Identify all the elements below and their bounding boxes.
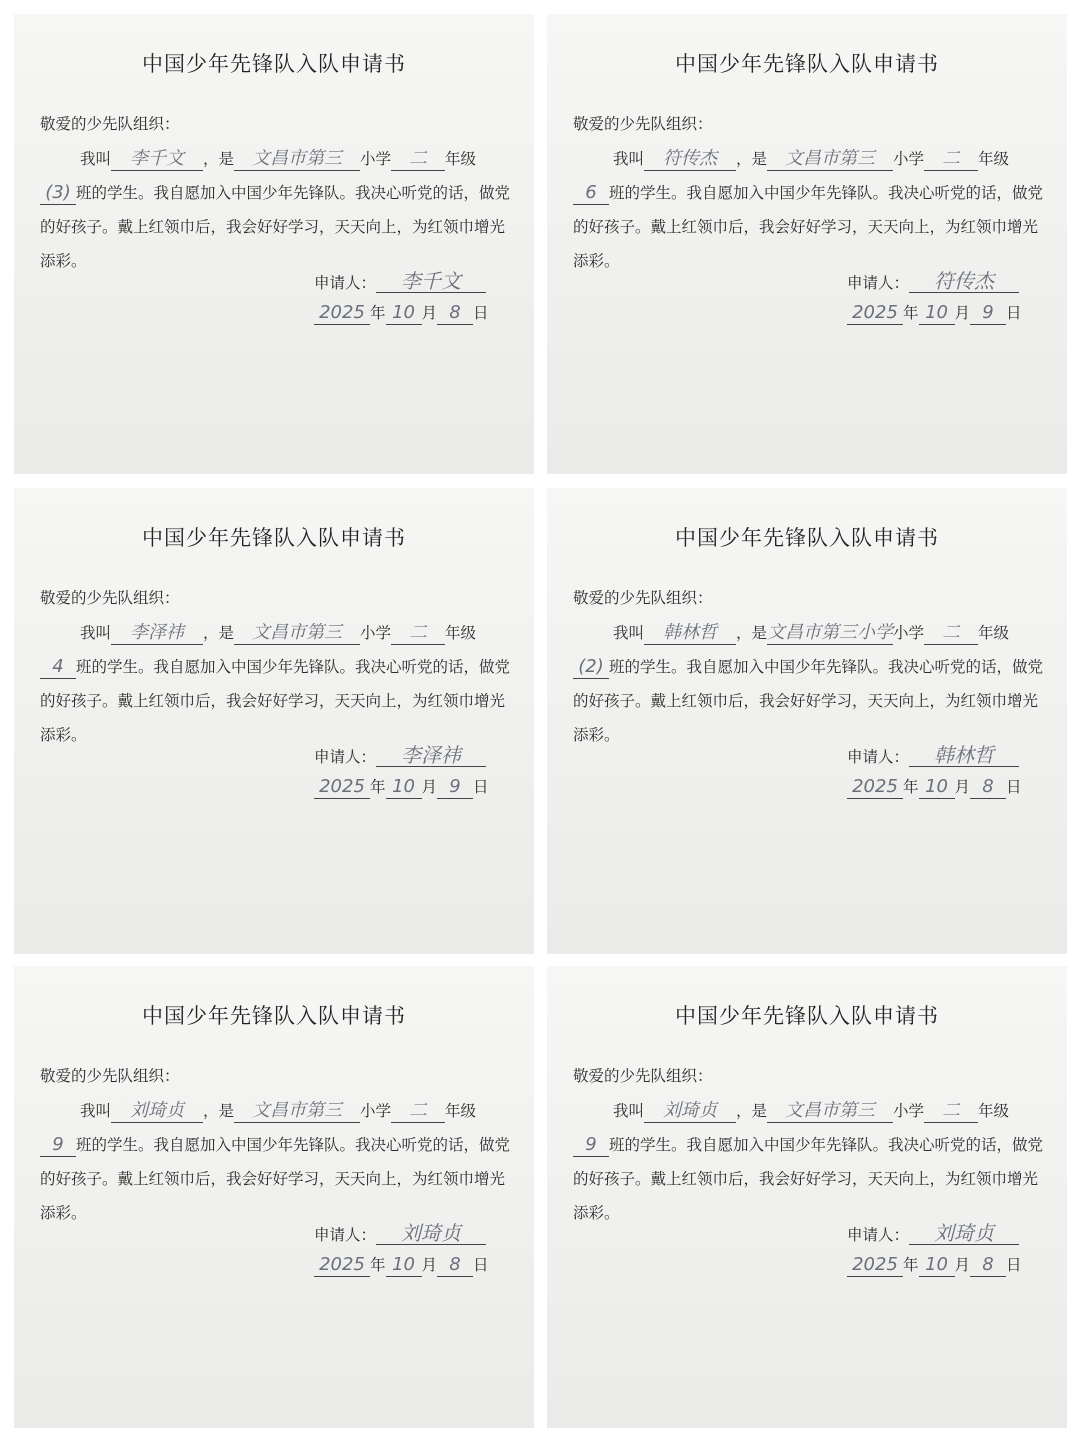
school-suffix: 小学 xyxy=(893,624,925,642)
applicant-row xyxy=(847,1222,1022,1245)
signature-block xyxy=(314,744,489,807)
class-field: (2) xyxy=(573,656,609,679)
school-suffix: 小学 xyxy=(360,624,392,642)
applicant-label: 申请人： xyxy=(314,1226,377,1244)
form-title: 中国少年先锋队入队申请书 xyxy=(142,1004,406,1028)
year-unit: 年 xyxy=(370,304,386,322)
month-unit: 月 xyxy=(954,778,971,796)
date-row xyxy=(314,775,489,799)
body-paragraph xyxy=(573,650,1043,752)
grade-suffix: 年级 xyxy=(978,1102,1010,1120)
is-text: ，是 xyxy=(736,624,768,642)
signature-block xyxy=(314,1222,489,1285)
grade-field: 二 xyxy=(924,148,978,171)
application-card-2 xyxy=(547,14,1067,474)
date-row xyxy=(314,1253,489,1277)
month-unit: 月 xyxy=(954,304,971,322)
school-field: 文昌市第三小学 xyxy=(767,622,894,643)
form-body xyxy=(40,142,510,278)
intro-line xyxy=(573,142,1043,176)
month-unit: 月 xyxy=(421,1256,438,1274)
applicant-label: 申请人： xyxy=(847,748,910,766)
day-field: 8 xyxy=(437,1254,473,1277)
form-body xyxy=(40,1094,510,1230)
year-field: 2025 xyxy=(314,302,370,325)
applicant-row xyxy=(314,270,489,293)
applicant-signature: 刘琦贞 xyxy=(376,1222,486,1245)
date-row xyxy=(847,775,1022,799)
month-field: 10 xyxy=(386,1254,422,1277)
month-field: 10 xyxy=(919,1254,955,1277)
grade-field: 二 xyxy=(391,148,445,171)
school-suffix: 小学 xyxy=(893,150,925,168)
body-text: 班的学生。我自愿加入中国少年先锋队。我决心听党的话，做党的好孩子。戴上红领巾后，我会好好学习，天天向上，为红领巾增光添彩。 xyxy=(40,658,511,744)
month-field: 10 xyxy=(919,302,955,325)
body-paragraph xyxy=(573,176,1043,278)
month-field: 10 xyxy=(386,776,422,799)
is-text: ，是 xyxy=(736,1102,768,1120)
applicant-label: 申请人： xyxy=(847,274,910,292)
intro-line xyxy=(40,616,510,650)
form-title: 中国少年先锋队入队申请书 xyxy=(675,526,939,550)
form-body xyxy=(573,142,1043,278)
month-unit: 月 xyxy=(421,304,438,322)
form-title: 中国少年先锋队入队申请书 xyxy=(675,1004,939,1028)
school-field: 文昌市第三 xyxy=(234,1100,360,1123)
day-unit: 日 xyxy=(1006,778,1022,796)
applicant-signature: 李泽祎 xyxy=(376,744,486,767)
school-field: 文昌市第三 xyxy=(767,148,893,171)
grade-suffix: 年级 xyxy=(445,624,477,642)
day-unit: 日 xyxy=(1006,1256,1022,1274)
applicant-row xyxy=(314,744,489,767)
applicant-signature: 李千文 xyxy=(376,270,486,293)
body-paragraph xyxy=(40,176,510,278)
intro-text: 我叫 xyxy=(613,624,645,642)
year-unit: 年 xyxy=(370,778,386,796)
form-title: 中国少年先锋队入队申请书 xyxy=(142,526,406,550)
is-text: ，是 xyxy=(203,624,235,642)
class-field: (3) xyxy=(40,182,76,205)
date-row xyxy=(847,301,1022,325)
grade-suffix: 年级 xyxy=(978,624,1010,642)
applicant-row xyxy=(314,1222,489,1245)
intro-text: 我叫 xyxy=(613,1102,645,1120)
signature-block xyxy=(314,270,489,333)
body-text: 班的学生。我自愿加入中国少年先锋队。我决心听党的话，做党的好孩子。戴上红领巾后，我会好好学习，天天向上，为红领巾增光添彩。 xyxy=(573,658,1044,744)
is-text: ，是 xyxy=(203,150,235,168)
year-field: 2025 xyxy=(314,1254,370,1277)
intro-text: 我叫 xyxy=(80,150,112,168)
month-field: 10 xyxy=(386,302,422,325)
date-row xyxy=(314,301,489,325)
body-paragraph xyxy=(40,650,510,752)
school-field: 文昌市第三 xyxy=(234,148,360,171)
form-body xyxy=(40,616,510,752)
is-text: ，是 xyxy=(203,1102,235,1120)
body-text: 班的学生。我自愿加入中国少年先锋队。我决心听党的话，做党的好孩子。戴上红领巾后，我会好好学习，天天向上，为红领巾增光添彩。 xyxy=(40,1136,511,1222)
application-card-4 xyxy=(547,488,1067,954)
day-field: 8 xyxy=(970,776,1006,799)
greeting: 敬爱的少先队组织： xyxy=(40,115,180,133)
day-unit: 日 xyxy=(473,1256,489,1274)
grade-suffix: 年级 xyxy=(445,150,477,168)
application-card-3 xyxy=(14,488,534,954)
intro-line xyxy=(573,1094,1043,1128)
applicant-label: 申请人： xyxy=(314,274,377,292)
intro-line xyxy=(573,616,1043,650)
grade-field: 二 xyxy=(391,1100,445,1123)
application-card-1 xyxy=(14,14,534,474)
month-field: 10 xyxy=(919,776,955,799)
intro-text: 我叫 xyxy=(80,1102,112,1120)
body-text: 班的学生。我自愿加入中国少年先锋队。我决心听党的话，做党的好孩子。戴上红领巾后，我会好好学习，天天向上，为红领巾增光添彩。 xyxy=(40,184,511,270)
name-field: 刘琦贞 xyxy=(644,1100,736,1123)
grade-suffix: 年级 xyxy=(978,150,1010,168)
name-field: 韩林哲 xyxy=(644,622,736,645)
signature-block xyxy=(847,1222,1022,1285)
day-unit: 日 xyxy=(473,778,489,796)
year-field: 2025 xyxy=(847,1254,903,1277)
form-body xyxy=(573,616,1043,752)
day-unit: 日 xyxy=(473,304,489,322)
class-field: 9 xyxy=(573,1134,609,1157)
applicant-signature: 韩林哲 xyxy=(909,744,1019,767)
greeting: 敬爱的少先队组织： xyxy=(573,1067,713,1085)
day-field: 8 xyxy=(437,302,473,325)
application-card-5 xyxy=(14,966,534,1428)
intro-line xyxy=(40,1094,510,1128)
applicant-signature: 符传杰 xyxy=(909,270,1019,293)
body-paragraph xyxy=(573,1128,1043,1230)
is-text: ，是 xyxy=(736,150,768,168)
form-title: 中国少年先锋队入队申请书 xyxy=(142,52,406,76)
grade-field: 二 xyxy=(924,622,978,645)
school-field: 文昌市第三 xyxy=(767,1100,893,1123)
class-field: 6 xyxy=(573,182,609,205)
body-paragraph xyxy=(40,1128,510,1230)
intro-text: 我叫 xyxy=(80,624,112,642)
name-field: 李泽祎 xyxy=(111,622,203,645)
school-field: 文昌市第三 xyxy=(234,622,360,645)
day-field: 9 xyxy=(437,776,473,799)
school-suffix: 小学 xyxy=(360,1102,392,1120)
body-text: 班的学生。我自愿加入中国少年先锋队。我决心听党的话，做党的好孩子。戴上红领巾后，我会好好学习，天天向上，为红领巾增光添彩。 xyxy=(573,1136,1044,1222)
form-title: 中国少年先锋队入队申请书 xyxy=(675,52,939,76)
greeting: 敬爱的少先队组织： xyxy=(573,115,713,133)
name-field: 刘琦贞 xyxy=(111,1100,203,1123)
grade-suffix: 年级 xyxy=(445,1102,477,1120)
year-field: 2025 xyxy=(847,776,903,799)
month-unit: 月 xyxy=(954,1256,971,1274)
year-unit: 年 xyxy=(370,1256,386,1274)
application-card-6 xyxy=(547,966,1067,1428)
applicant-label: 申请人： xyxy=(847,1226,910,1244)
month-unit: 月 xyxy=(421,778,438,796)
greeting: 敬爱的少先队组织： xyxy=(573,589,713,607)
intro-line xyxy=(40,142,510,176)
year-field: 2025 xyxy=(847,302,903,325)
school-suffix: 小学 xyxy=(893,1102,925,1120)
form-body xyxy=(573,1094,1043,1230)
intro-text: 我叫 xyxy=(613,150,645,168)
year-field: 2025 xyxy=(314,776,370,799)
applicant-label: 申请人： xyxy=(314,748,377,766)
date-row xyxy=(847,1253,1022,1277)
applicant-signature: 刘琦贞 xyxy=(909,1222,1019,1245)
year-unit: 年 xyxy=(903,304,919,322)
signature-block xyxy=(847,744,1022,807)
school-suffix: 小学 xyxy=(360,150,392,168)
applicant-row xyxy=(847,270,1022,293)
applicant-row xyxy=(847,744,1022,767)
day-field: 9 xyxy=(970,302,1006,325)
name-field: 李千文 xyxy=(111,148,203,171)
greeting: 敬爱的少先队组织： xyxy=(40,1067,180,1085)
grade-field: 二 xyxy=(924,1100,978,1123)
name-field: 符传杰 xyxy=(644,148,736,171)
greeting: 敬爱的少先队组织： xyxy=(40,589,180,607)
grade-field: 二 xyxy=(391,622,445,645)
signature-block xyxy=(847,270,1022,333)
class-field: 4 xyxy=(40,656,76,679)
class-field: 9 xyxy=(40,1134,76,1157)
year-unit: 年 xyxy=(903,1256,919,1274)
day-field: 8 xyxy=(970,1254,1006,1277)
body-text: 班的学生。我自愿加入中国少年先锋队。我决心听党的话，做党的好孩子。戴上红领巾后，我会好好学习，天天向上，为红领巾增光添彩。 xyxy=(573,184,1044,270)
day-unit: 日 xyxy=(1006,304,1022,322)
year-unit: 年 xyxy=(903,778,919,796)
